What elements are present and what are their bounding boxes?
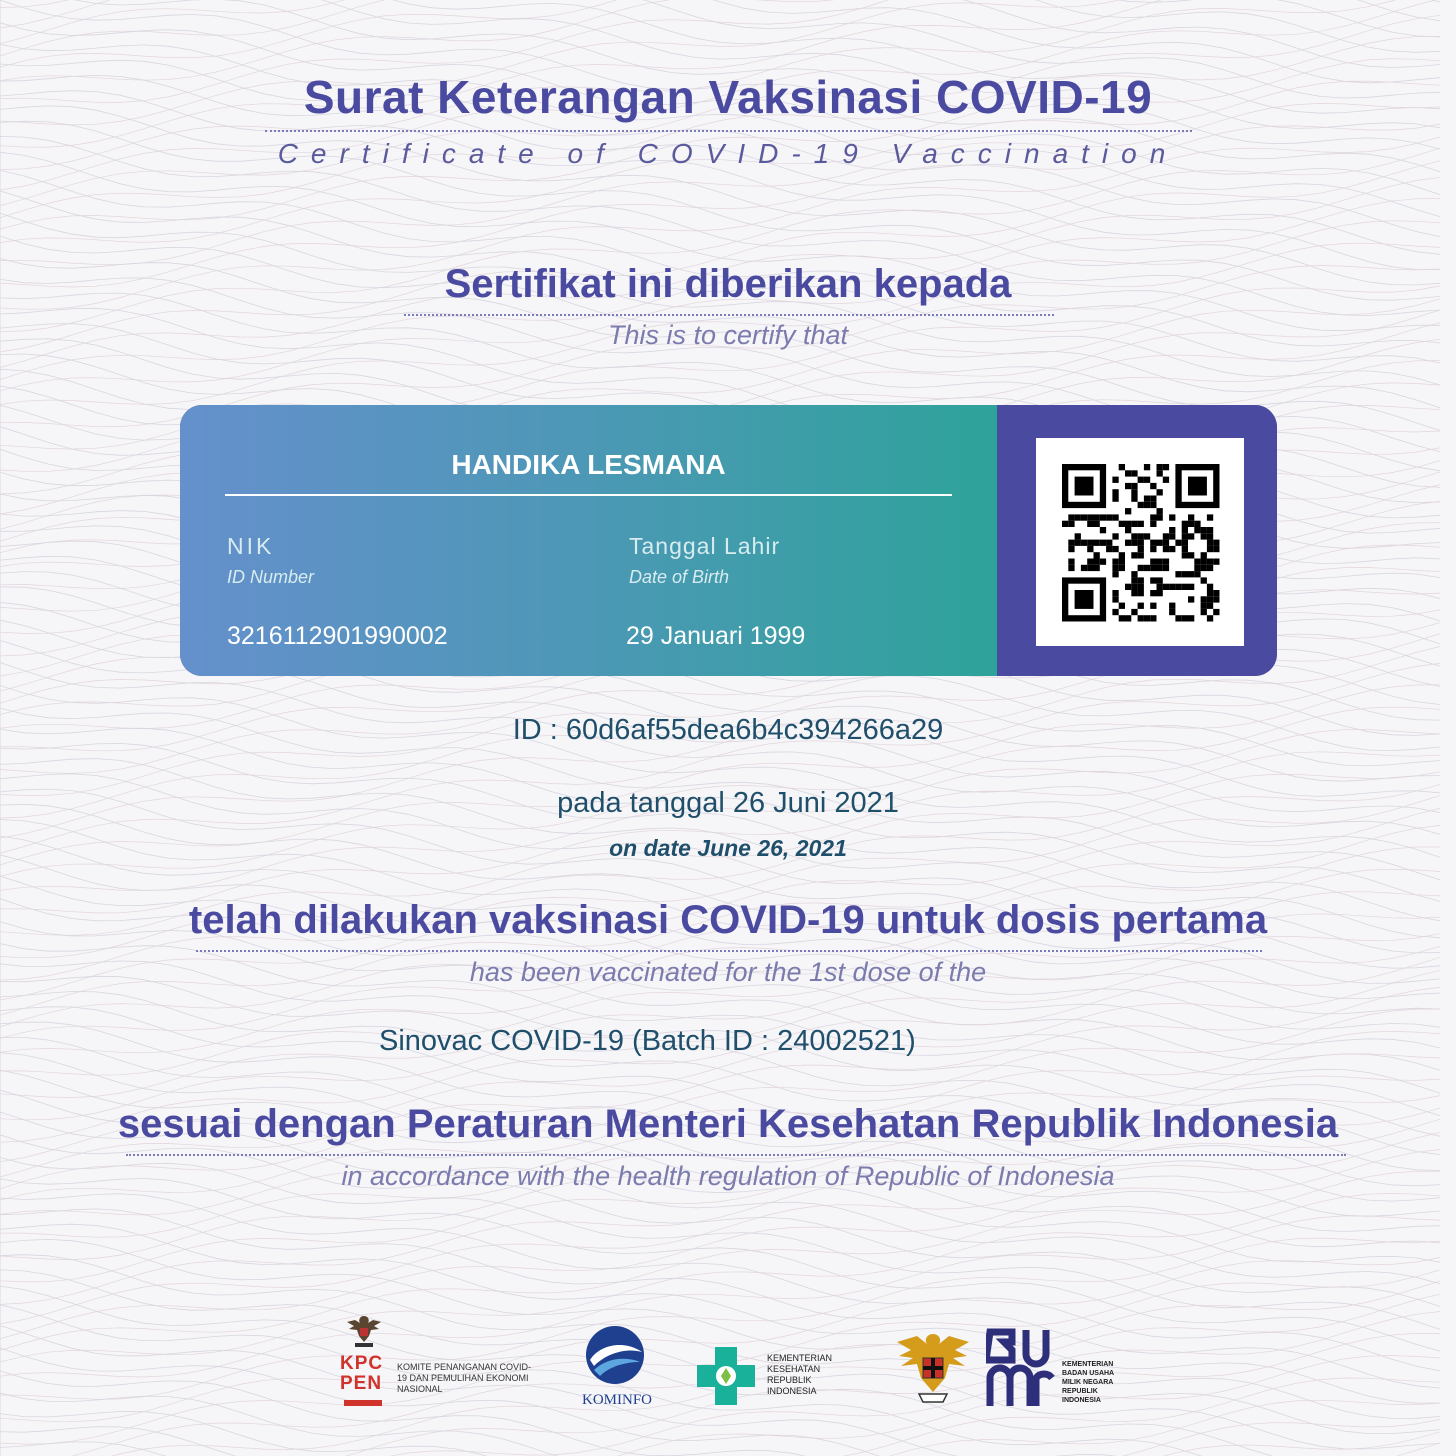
vaccine-info: Sinovac COVID-19 (Batch ID : 24002521) — [379, 1025, 916, 1057]
kpcpen-logo — [340, 1312, 540, 1412]
dob-value: 29 Januari 1999 — [626, 622, 806, 650]
regulation-subheading: in accordance with the health regulation of Republic of Indonesia — [341, 1161, 1115, 1191]
nik-value: 3216112901990002 — [227, 622, 448, 650]
regulation-heading: sesuai dengan Peraturan Menteri Kesehatan Republik Indonesia — [117, 1102, 1339, 1146]
dob-label: Tanggal Lahir — [629, 533, 781, 559]
kominfo-text: KOMINFO — [581, 1392, 652, 1408]
regulation-divider — [126, 1154, 1346, 1156]
dose-subheading: has been vaccinated for the 1st dose of the — [469, 957, 987, 987]
kominfo-icon — [580, 1322, 650, 1388]
intro-subheading: This is to certify that — [607, 320, 849, 350]
identity-card — [180, 405, 1277, 676]
identity-panel — [180, 405, 997, 676]
garuda-pancasila-icon — [893, 1328, 973, 1412]
bumn-logo — [986, 1328, 1126, 1412]
kemenkes-icon — [693, 1343, 759, 1409]
qr-code-icon — [1036, 438, 1244, 646]
dose-heading: telah dilakukan vaksinasi COVID-19 untuk dosis pertama — [188, 898, 1268, 942]
garuda-pancasila-logo — [893, 1328, 973, 1412]
kpcpen-mark-top: KPC — [340, 1353, 384, 1374]
holder-name: HANDIKA LESMANA — [451, 449, 726, 480]
page-subtitle: Certificate of COVID-19 Vaccination — [277, 138, 1179, 169]
kominfo-logo — [572, 1322, 662, 1412]
nik-label: NIK — [227, 533, 275, 559]
garuda-icon — [343, 1312, 385, 1350]
vaccination-date: pada tanggal 26 Juni 2021 — [557, 787, 899, 819]
name-divider — [225, 494, 952, 496]
certificate-id: ID : 60d6af55dea6b4c394266a29 — [512, 714, 944, 746]
page-title: Surat Keterangan Vaksinasi COVID-19 — [303, 71, 1153, 123]
nik-sublabel: ID Number — [227, 567, 315, 587]
dose-divider — [196, 950, 1262, 952]
kemenkes-text: KEMENTERIAN KESEHATAN REPUBLIK INDONESIA — [767, 1353, 833, 1396]
bumn-icon — [986, 1328, 1056, 1410]
vaccination-date-english: on date June 26, 2021 — [609, 835, 847, 861]
intro-heading: Sertifikat ini diberikan kepada — [444, 262, 1012, 306]
title-divider — [265, 130, 1192, 132]
dob-sublabel: Date of Birth — [629, 567, 730, 587]
kemenkes-logo — [693, 1343, 853, 1413]
intro-divider — [404, 314, 1054, 316]
kpcpen-text: KOMITE PENANGANAN COVID-19 DAN PEMULIHAN EKONOMI NASIONAL — [397, 1362, 532, 1394]
kpcpen-mark-bottom: PEN — [340, 1373, 383, 1394]
bumn-text: KEMENTERIAN BADAN USAHA MILIK NEGARA REPUBLIK INDONESIA — [1062, 1361, 1114, 1404]
